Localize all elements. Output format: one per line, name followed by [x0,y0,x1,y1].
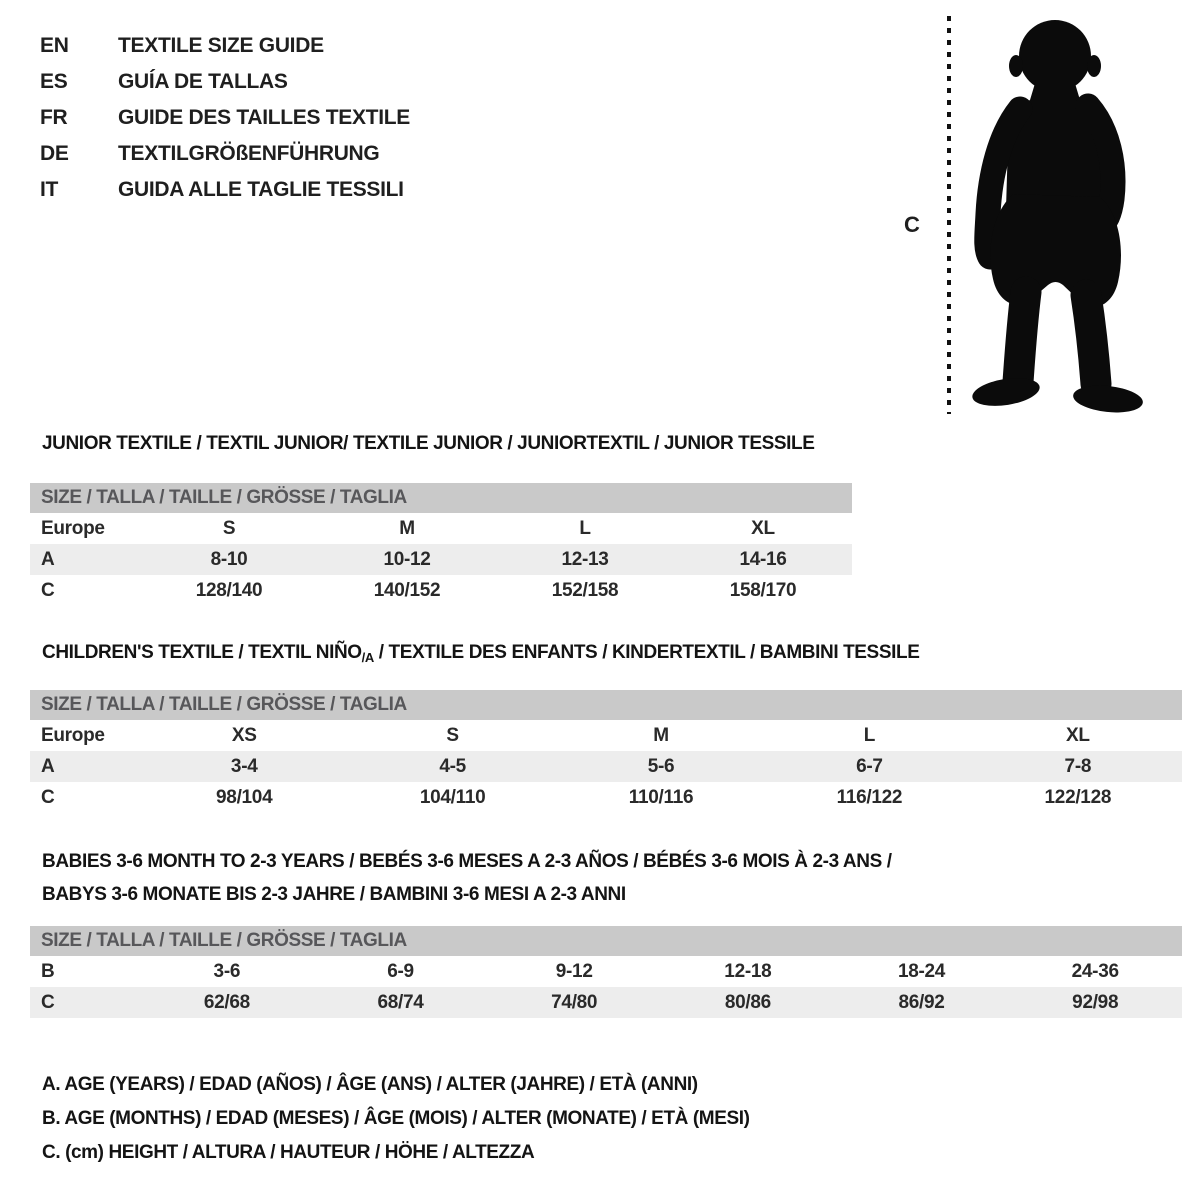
size-table-header: SIZE / TALLA / TAILLE / GRÖSSE / TAGLIA [30,483,852,513]
table-cell: 110/116 [628,787,694,808]
table-cell: 68/74 [377,992,424,1013]
table-cell: 152/158 [551,580,619,601]
children-title-text: / TEXTILE DES ENFANTS / KINDERTEXTIL / BAMBINI TESSILE [373,642,920,663]
table-cell: XL [751,518,775,539]
babies-title-line2: BABYS 3-6 MONATE BIS 2-3 JAHRE / BAMBINI 3-6 MESI A 2-3 ANNI [42,884,626,905]
guide-title: TEXTILGRÖßENFÜHRUNG [118,142,380,165]
legend-line-b: B. AGE (MONTHS) / EDAD (MESES) / ÂGE (MOIS) / ALTER (MONATE) / ETÀ (MESI) [42,1108,750,1129]
table-row [30,782,1182,813]
language-code: IT [40,178,59,201]
row-label: C [41,992,55,1013]
children-size-table [30,690,1182,813]
table-cell: 12-13 [561,549,609,570]
babies-title-line1: BABIES 3-6 MONTH TO 2-3 YEARS / BEBÉS 3-6 MESES A 2-3 AÑOS / BÉBÉS 3-6 MOIS À 2-3 ANS / [42,851,892,872]
table-cell: 14-16 [739,549,787,570]
table-cell: XL [1065,725,1090,746]
table-cell: 122/128 [1044,787,1112,808]
table-body [30,720,1182,813]
baby-silhouette-image [958,14,1143,416]
legend-line-a: A. AGE (YEARS) / EDAD (AÑOS) / ÂGE (ANS) / ALTER (JAHRE) / ETÀ (ANNI) [42,1074,698,1095]
table-cell: M [653,725,669,746]
table-cell: 6-9 [387,961,414,982]
table-cell: 74/80 [551,992,598,1013]
language-code: FR [40,106,68,129]
table-cell: 62/68 [203,992,250,1013]
language-code: EN [40,34,69,57]
guide-title: GUIDE DES TAILLES TEXTILE [118,106,410,129]
table-row [30,720,1182,751]
language-row [40,100,410,136]
children-section-title [42,642,919,664]
table-cell: M [399,518,415,539]
table-cell: 3-6 [213,961,241,982]
guide-title: GUÍA DE TALLAS [118,70,288,93]
legend [42,1068,750,1170]
table-row [30,987,1182,1018]
row-label: A [41,549,55,570]
table-cell: 140/152 [373,580,441,601]
table-cell: 5-6 [647,756,675,777]
junior-size-table [30,483,852,606]
table-body [30,513,852,606]
height-measure-label: C [904,212,920,237]
table-cell: XS [231,725,257,746]
table-cell: 104/110 [419,787,486,808]
size-table-header: SIZE / TALLA / TAILLE / GRÖSSE / TAGLIA [30,690,1182,720]
table-cell: 12-18 [724,961,772,982]
table-cell: 86/92 [898,992,945,1013]
table-cell: L [863,725,876,746]
table-cell: S [446,725,459,746]
language-row [40,172,410,208]
row-label: C [41,580,55,601]
row-label: C [41,787,55,808]
table-row [30,956,1182,987]
table-cell: 7-8 [1064,756,1092,777]
language-title-list [40,28,410,208]
table-cell: 98/104 [216,787,273,808]
table-cell: L [579,518,591,539]
language-row [40,28,410,64]
table-cell: 158/170 [729,580,797,601]
row-label: Europe [41,518,105,539]
height-measure-dashed-line [946,16,952,414]
language-code: ES [40,70,68,93]
table-row [30,751,1182,782]
table-cell: 18-24 [897,961,946,982]
table-cell: 128/140 [195,580,263,601]
table-cell: 4-5 [439,756,466,777]
table-cell: 6-7 [856,756,883,777]
row-label: B [41,961,55,982]
language-code: DE [40,142,69,165]
table-cell: 80/86 [724,992,771,1013]
table-row [30,544,852,575]
table-body [30,956,1182,1018]
table-cell: S [222,518,236,539]
children-title-subscript: /A [361,650,374,665]
table-cell: 24-36 [1071,961,1119,982]
table-cell: 9-12 [555,961,593,982]
table-cell: 3-4 [230,756,258,777]
guide-title: GUIDA ALLE TAGLIE TESSILI [118,178,404,201]
row-label: Europe [41,725,105,746]
table-cell: 92/98 [1072,992,1119,1013]
table-row [30,575,852,606]
junior-section-title: JUNIOR TEXTILE / TEXTIL JUNIOR/ TEXTILE JUNIOR / JUNIORTEXTIL / JUNIOR TESSILE [42,433,815,454]
table-cell: 116/122 [836,787,903,808]
row-label: A [41,756,55,777]
table-row [30,513,852,544]
table-cell: 10-12 [383,549,431,570]
legend-line-c: C. (cm) HEIGHT / ALTURA / HAUTEUR / HÖHE / ALTEZZA [42,1142,535,1163]
children-title-text: CHILDREN'S TEXTILE / TEXTIL NIÑO [42,642,362,663]
language-row [40,64,410,100]
table-cell: 8-10 [210,549,248,570]
guide-title: TEXTILE SIZE GUIDE [118,34,324,57]
language-row [40,136,410,172]
size-table-header: SIZE / TALLA / TAILLE / GRÖSSE / TAGLIA [30,926,1182,956]
babies-size-table [30,926,1182,1018]
babies-section-title [42,845,892,911]
